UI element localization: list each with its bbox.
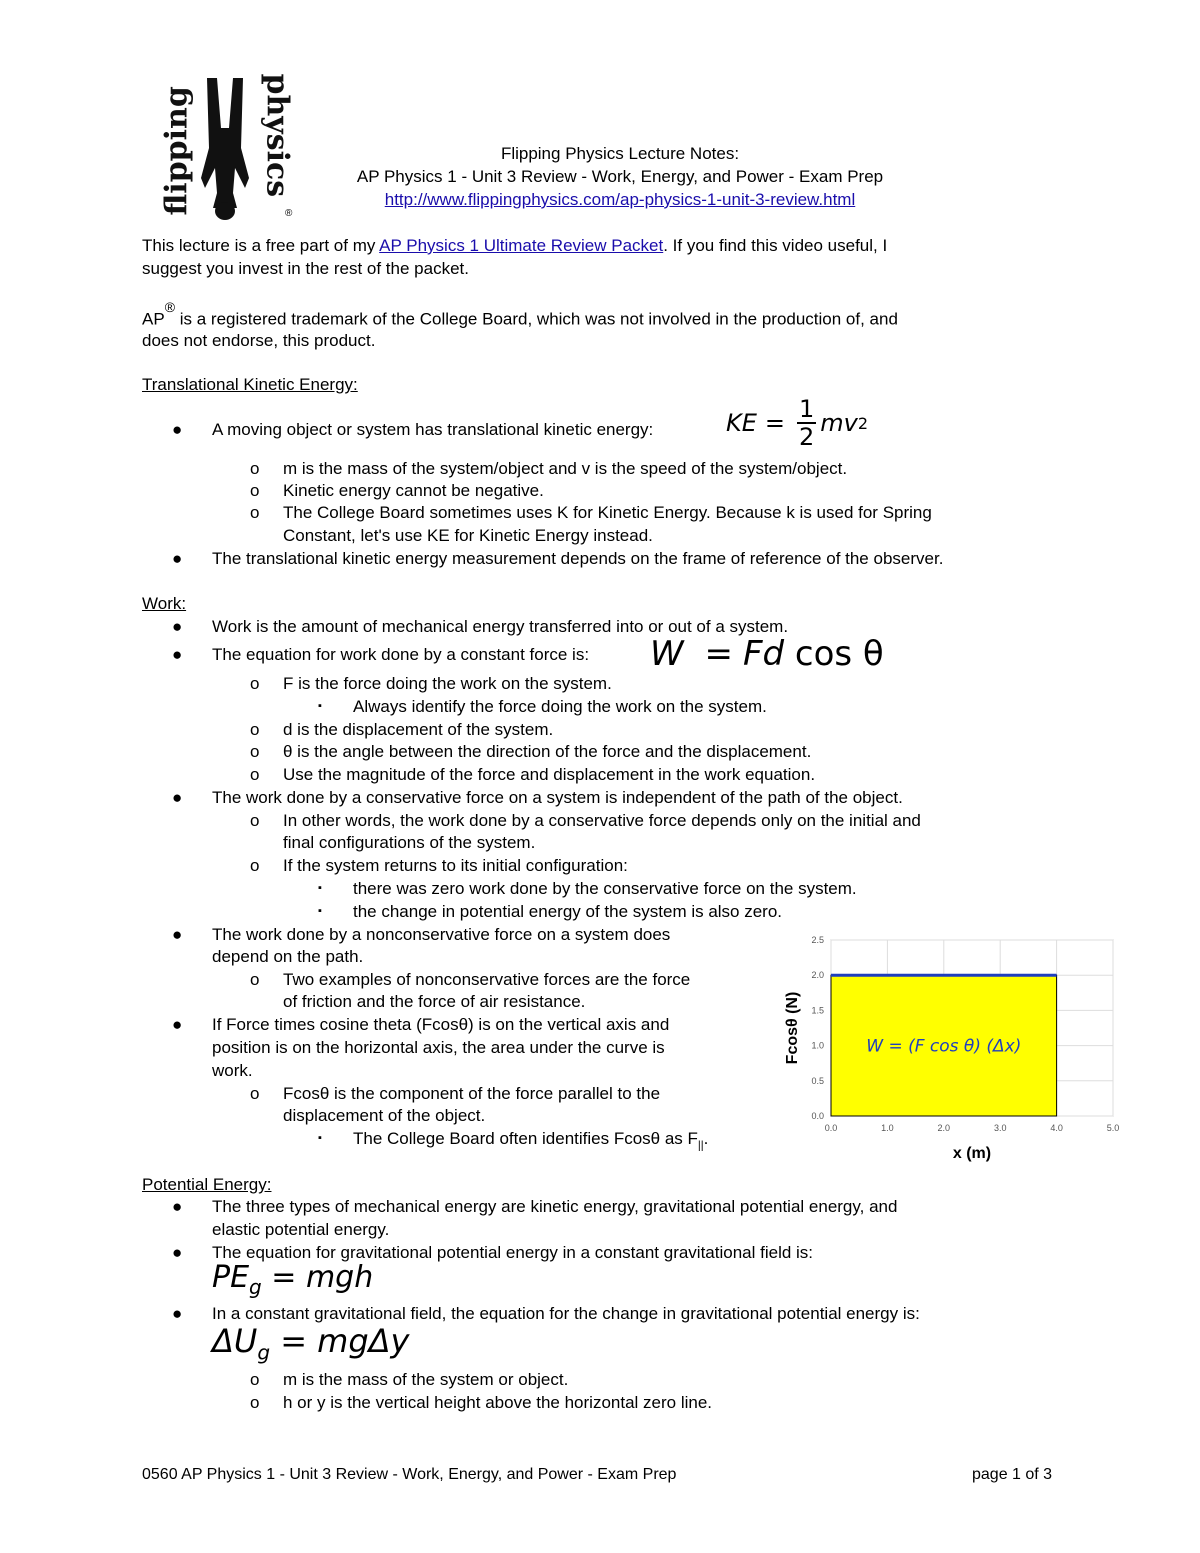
bullet-icon: ●	[172, 788, 183, 807]
potential-sub-2: h or y is the vertical height above the horizontal zero line.	[283, 1393, 713, 1412]
header-subtitle: AP Physics 1 - Unit 3 Review - Work, Energy, and Power - Exam Prep	[356, 167, 884, 186]
work-area-chart	[775, 928, 1125, 1164]
work-sub-1: F is the force doing the work on the system.	[283, 674, 612, 693]
eq-numerator: 1	[799, 395, 815, 423]
eq-equals: =	[764, 409, 786, 437]
potential-heading: Potential Energy:	[142, 1175, 272, 1194]
ap-text: AP	[142, 309, 165, 329]
work-heading: Work:	[142, 594, 187, 613]
work-sub-7: Two examples of nonconservative forces are the force	[283, 970, 691, 989]
circle-bullet-icon: o	[250, 1370, 260, 1389]
potential-bullet-1: The three types of mechanical energy are kinetic energy, gravitational potential energy, and	[212, 1197, 898, 1216]
intro-line2: suggest you invest in the rest of the packet.	[142, 259, 469, 278]
circle-bullet-icon: o	[250, 720, 260, 739]
trademark-text: is a registered trademark of the College Board, which was not involved in the production of, and	[175, 309, 898, 329]
work-bullet-3: The work done by a conservative force on a system is independent of the path of the object.	[212, 788, 903, 807]
eq-ke: KE	[726, 409, 757, 437]
square-bullet-icon: ▪	[318, 700, 322, 712]
work-bullet-1: Work is the amount of mechanical energy transferred into or out of a system.	[212, 617, 789, 636]
eq-pe: PE	[212, 1260, 250, 1295]
work-bullet-5: If Force times cosine theta (Fcosθ) is on the vertical axis and	[212, 1015, 670, 1034]
potential-bullet-1-cont: elastic potential energy.	[212, 1220, 390, 1239]
bullet-icon: ●	[172, 1243, 183, 1262]
work-sub-8: Fcosθ is the component of the force parallel to the	[283, 1084, 661, 1103]
kinetic-bullet-1: A moving object or system has translational kinetic energy:	[212, 420, 654, 439]
trademark-line2: does not endorse, this product.	[142, 331, 376, 350]
footer-title: 0560 AP Physics 1 - Unit 3 Review - Work, Energy, and Power - Exam Prep	[142, 1466, 677, 1483]
work-sub-5-cont: final configurations of the system.	[283, 833, 536, 852]
x-tick-label: 1.0	[881, 1123, 894, 1133]
logo-left-word: flipping	[159, 86, 195, 216]
bullet-icon: ●	[172, 1015, 183, 1034]
kinetic-energy-equation	[726, 388, 868, 458]
eq-denominator: 2	[799, 423, 815, 451]
work-bullet-4: The work done by a nonconservative force on a system does	[212, 925, 671, 944]
y-tick-label: 0.0	[811, 1111, 824, 1121]
work-equation	[650, 634, 884, 674]
kinetic-sub-3: The College Board sometimes uses K for Kinetic Energy. Because k is used for Spring	[283, 503, 932, 522]
work-sub-2: d is the displacement of the system.	[283, 720, 554, 739]
kinetic-sub-3-cont: Constant, let's use KE for Kinetic Energy instead.	[283, 526, 653, 545]
work-subsub-3: the change in potential energy of the system is also zero.	[353, 902, 783, 921]
eq-mv: mv	[820, 409, 858, 437]
bullet-icon: ●	[172, 617, 183, 636]
work-sub-8-cont: displacement of the object.	[283, 1106, 486, 1125]
eq-mg-delta-y: = mgΔy	[270, 1322, 410, 1360]
work-bullet-5-cont1: position is on the horizontal axis, the area under the curve is	[212, 1038, 665, 1057]
eq-fd: Fd	[742, 634, 785, 674]
potential-bullet-3: In a constant gravitational field, the equation for the change in gravitational potential energy is:	[212, 1304, 920, 1323]
fparallel-text: The College Board often identifies Fcosθ as F	[353, 1129, 698, 1148]
y-tick-label: 0.5	[811, 1075, 824, 1086]
circle-bullet-icon: o	[250, 765, 260, 784]
intro-text-end: . If you find this video useful, I	[663, 236, 888, 255]
trademark-paragraph	[142, 299, 898, 330]
circle-bullet-icon: o	[250, 1084, 260, 1103]
gpe-equation	[212, 1260, 373, 1305]
x-tick-label: 4.0	[1050, 1123, 1063, 1133]
x-tick-label: 3.0	[993, 1123, 1007, 1133]
circle-bullet-icon: o	[250, 481, 260, 500]
eq-du-subscript: g	[257, 1340, 271, 1365]
fparallel-subscript: ||	[697, 1139, 704, 1152]
work-bullet-2: The equation for work done by a constant force is:	[212, 645, 590, 664]
work-subsub-2: there was zero work done by the conservative force on the system.	[353, 879, 857, 898]
fparallel-period: .	[703, 1129, 709, 1148]
eq-w: W	[650, 634, 684, 674]
eq-equals: =	[704, 634, 733, 674]
kinetic-sub-2: Kinetic energy cannot be negative.	[283, 481, 544, 500]
work-sub-6: If the system returns to its initial configuration:	[283, 856, 628, 875]
bullet-icon: ●	[172, 925, 183, 944]
circle-bullet-icon: o	[250, 503, 260, 522]
bullet-icon: ●	[172, 1197, 183, 1216]
footer-page-number: page 1 of 3	[972, 1466, 1053, 1483]
circle-bullet-icon: o	[250, 742, 260, 761]
review-packet-link[interactable]: AP Physics 1 Ultimate Review Packet	[379, 236, 664, 255]
circle-bullet-icon: o	[250, 674, 260, 693]
bullet-icon: ●	[172, 645, 183, 664]
work-bullet-4-cont: depend on the path.	[212, 947, 364, 966]
work-bullet-5-cont2: work.	[212, 1061, 253, 1080]
eq-cos-theta: cos θ	[794, 634, 884, 674]
eq-pe-subscript: g	[249, 1275, 262, 1299]
square-bullet-icon: ▪	[318, 905, 322, 917]
circle-bullet-icon: o	[250, 1393, 260, 1412]
intro-paragraph	[142, 235, 887, 256]
y-tick-label: 1.5	[811, 1005, 824, 1016]
eq-squared: 2	[857, 413, 869, 433]
bullet-icon: ●	[172, 420, 183, 439]
eq-delta-u: ΔU	[212, 1322, 258, 1360]
y-axis-label: Fcosθ (N)	[784, 991, 801, 1065]
delta-gpe-equation	[212, 1322, 409, 1371]
work-subsub-1: Always identify the force doing the work on the system.	[353, 697, 767, 716]
square-bullet-icon: ▪	[318, 882, 322, 894]
circle-bullet-icon: o	[250, 970, 260, 989]
y-tick-label: 2.5	[811, 935, 824, 945]
kinetic-sub-1: m is the mass of the system/object and v is the speed of the system/object.	[283, 459, 848, 478]
work-annotation: W = (F cos θ) (Δx)	[866, 1036, 1022, 1057]
circle-bullet-icon: o	[250, 856, 260, 875]
circle-bullet-icon: o	[250, 459, 260, 478]
work-sub-4: Use the magnitude of the force and displacement in the work equation.	[283, 765, 816, 784]
header-url-link[interactable]: http://www.flippingphysics.com/ap-physics-1-unit-3-review.html	[384, 190, 856, 209]
potential-bullet-2: The equation for gravitational potential energy in a constant gravitational field is:	[212, 1243, 814, 1262]
work-sub-3: θ is the angle between the direction of the force and the displacement.	[283, 742, 812, 761]
eq-fraction	[797, 396, 816, 450]
logo-right-word: physics	[259, 73, 295, 198]
y-tick-label: 1.0	[811, 1040, 824, 1051]
logo	[145, 68, 305, 223]
x-axis-label: x (m)	[952, 1145, 992, 1162]
intro-text: This lecture is a free part of my	[142, 236, 380, 255]
kinetic-heading: Translational Kinetic Energy:	[142, 375, 358, 394]
bullet-icon: ●	[172, 549, 183, 568]
work-sub-7-cont: of friction and the force of air resistance.	[283, 992, 586, 1011]
header	[320, 143, 920, 210]
kinetic-bullet-2: The translational kinetic energy measurement depends on the frame of reference of the observer.	[212, 549, 944, 568]
work-sub-5: In other words, the work done by a conservative force depends only on the initial and	[283, 811, 921, 830]
y-tick-label: 2.0	[811, 970, 824, 981]
bullet-icon: ●	[172, 1304, 183, 1323]
logo-registered: ®	[285, 208, 293, 219]
square-bullet-icon: ▪	[318, 1132, 322, 1144]
registered-mark: ®	[164, 299, 176, 315]
header-title: Flipping Physics Lecture Notes:	[500, 144, 740, 163]
x-tick-label: 5.0	[1106, 1123, 1120, 1133]
x-tick-label: 2.0	[937, 1123, 951, 1133]
potential-sub-1: m is the mass of the system or object.	[283, 1370, 569, 1389]
x-tick-label: 0.0	[824, 1123, 838, 1133]
circle-bullet-icon: o	[250, 811, 260, 830]
eq-mgh: = mgh	[261, 1260, 374, 1295]
work-subsub-4	[353, 1128, 708, 1156]
